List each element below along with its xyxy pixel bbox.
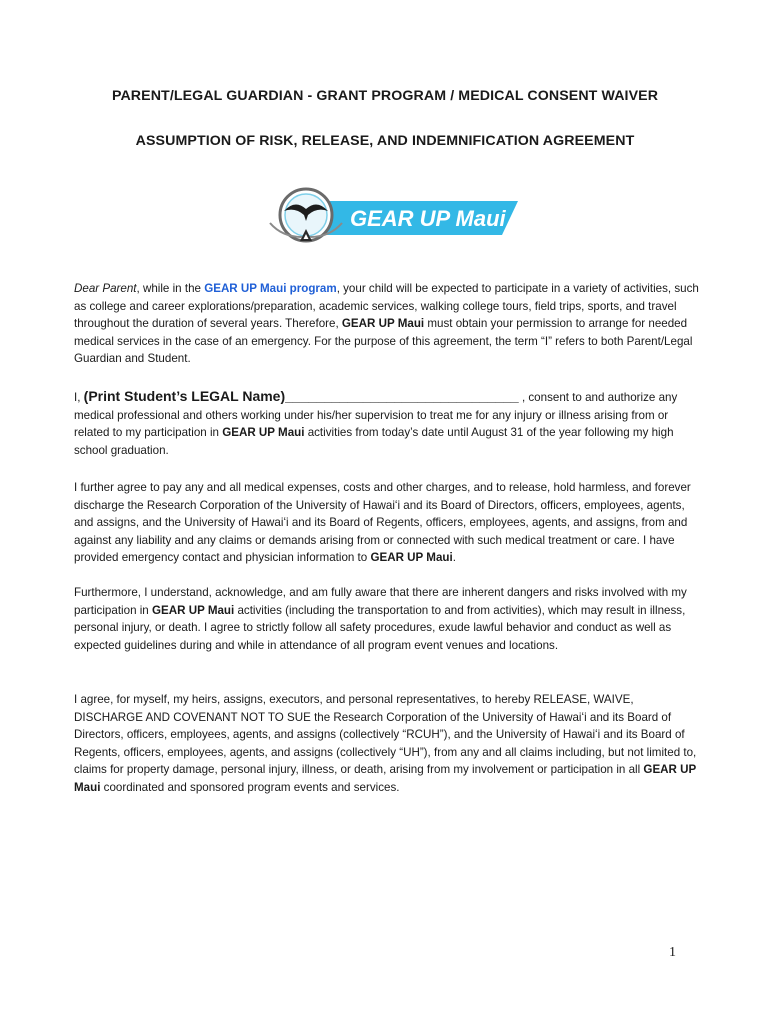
gear-up-maui-logo [262, 185, 520, 251]
page-number: 1 [669, 945, 676, 960]
paragraph-consent: I, (Print Student’s LEGAL Name)______________________________ , consent to and authorize any medical professional and others working under his/her supervision to treat me for any injury or illness arising from or related to my participation in GEAR UP Maui activities from today’s date until August 31 of the year following my high school graduation. [74, 388, 678, 457]
paragraph-expenses: I further agree to pay any and all medical expenses, costs and other charges, and to release, hold harmless, and forever discharge the Research Corporation of the University of Hawaiʻi and its Board of Directors, officers, employees, agents, and assigns, and the University of Hawaiʻi and its Board of Regents, officers, employees, agents, and assigns, from and against any liability and any claims or demands arising from or connected with such medical treatment or care. I have provided emergency contact and physician information to GEAR UP Maui. [74, 481, 691, 564]
logo-text: GEAR UP Maui [350, 206, 506, 231]
logo-graphic [262, 185, 520, 251]
program-link[interactable]: GEAR UP Maui program [204, 282, 337, 295]
paragraph-risks: Furthermore, I understand, acknowledge, and am fully aware that there are inherent dangers and risks involved with my participation in GEAR UP Maui activities (including the transportation to and from activities), which may result in illness, personal injury, or death. I agree to strictly follow all safety procedures, exude lawful behavior and conduct as well as expected guidelines during and while in attendance of all program event venues and locations. [74, 586, 687, 652]
paragraph-intro: Dear Parent, while in the GEAR UP Maui program, your child will be expected to participate in a variety of activities, such as college and career explorations/preparation, academic services, walking college tours, field trips, sports, and travel throughout the duration of several years. Therefore, GEAR UP Maui must obtain your permission to arrange for needed medical services in the case of an emergency. For the purpose of this agreement, the term “I” refers to both Parent/Legal Guardian and Student. [74, 282, 699, 365]
document-subtitle: ASSUMPTION OF RISK, RELEASE, AND INDEMNIFICATION AGREEMENT [135, 133, 635, 149]
document-title: PARENT/LEGAL GUARDIAN - GRANT PROGRAM / MEDICAL CONSENT WAIVER [111, 88, 659, 104]
student-name-field[interactable]: (Print Student’s LEGAL Name)______________________________ [83, 388, 519, 404]
paragraph-release: I agree, for myself, my heirs, assigns, executors, and personal representatives, to hereby RELEASE, WAIVE, DISCHARGE AND COVENANT NOT TO SUE the Research Corporation of the University of Hawaiʻi and its Board of Directors, officers, employees, agents, and assigns (collectively “RCUH”), and the University of Hawaiʻi and its Board of Regents, officers, employees, agents, and assigns (collectively “UH”), from any and all claims including, but not limited to, claims for property damage, personal injury, illness, or death, arising from my involvement or participation in all GEAR UP Maui coordinated and sponsored program events and services. [74, 693, 697, 794]
